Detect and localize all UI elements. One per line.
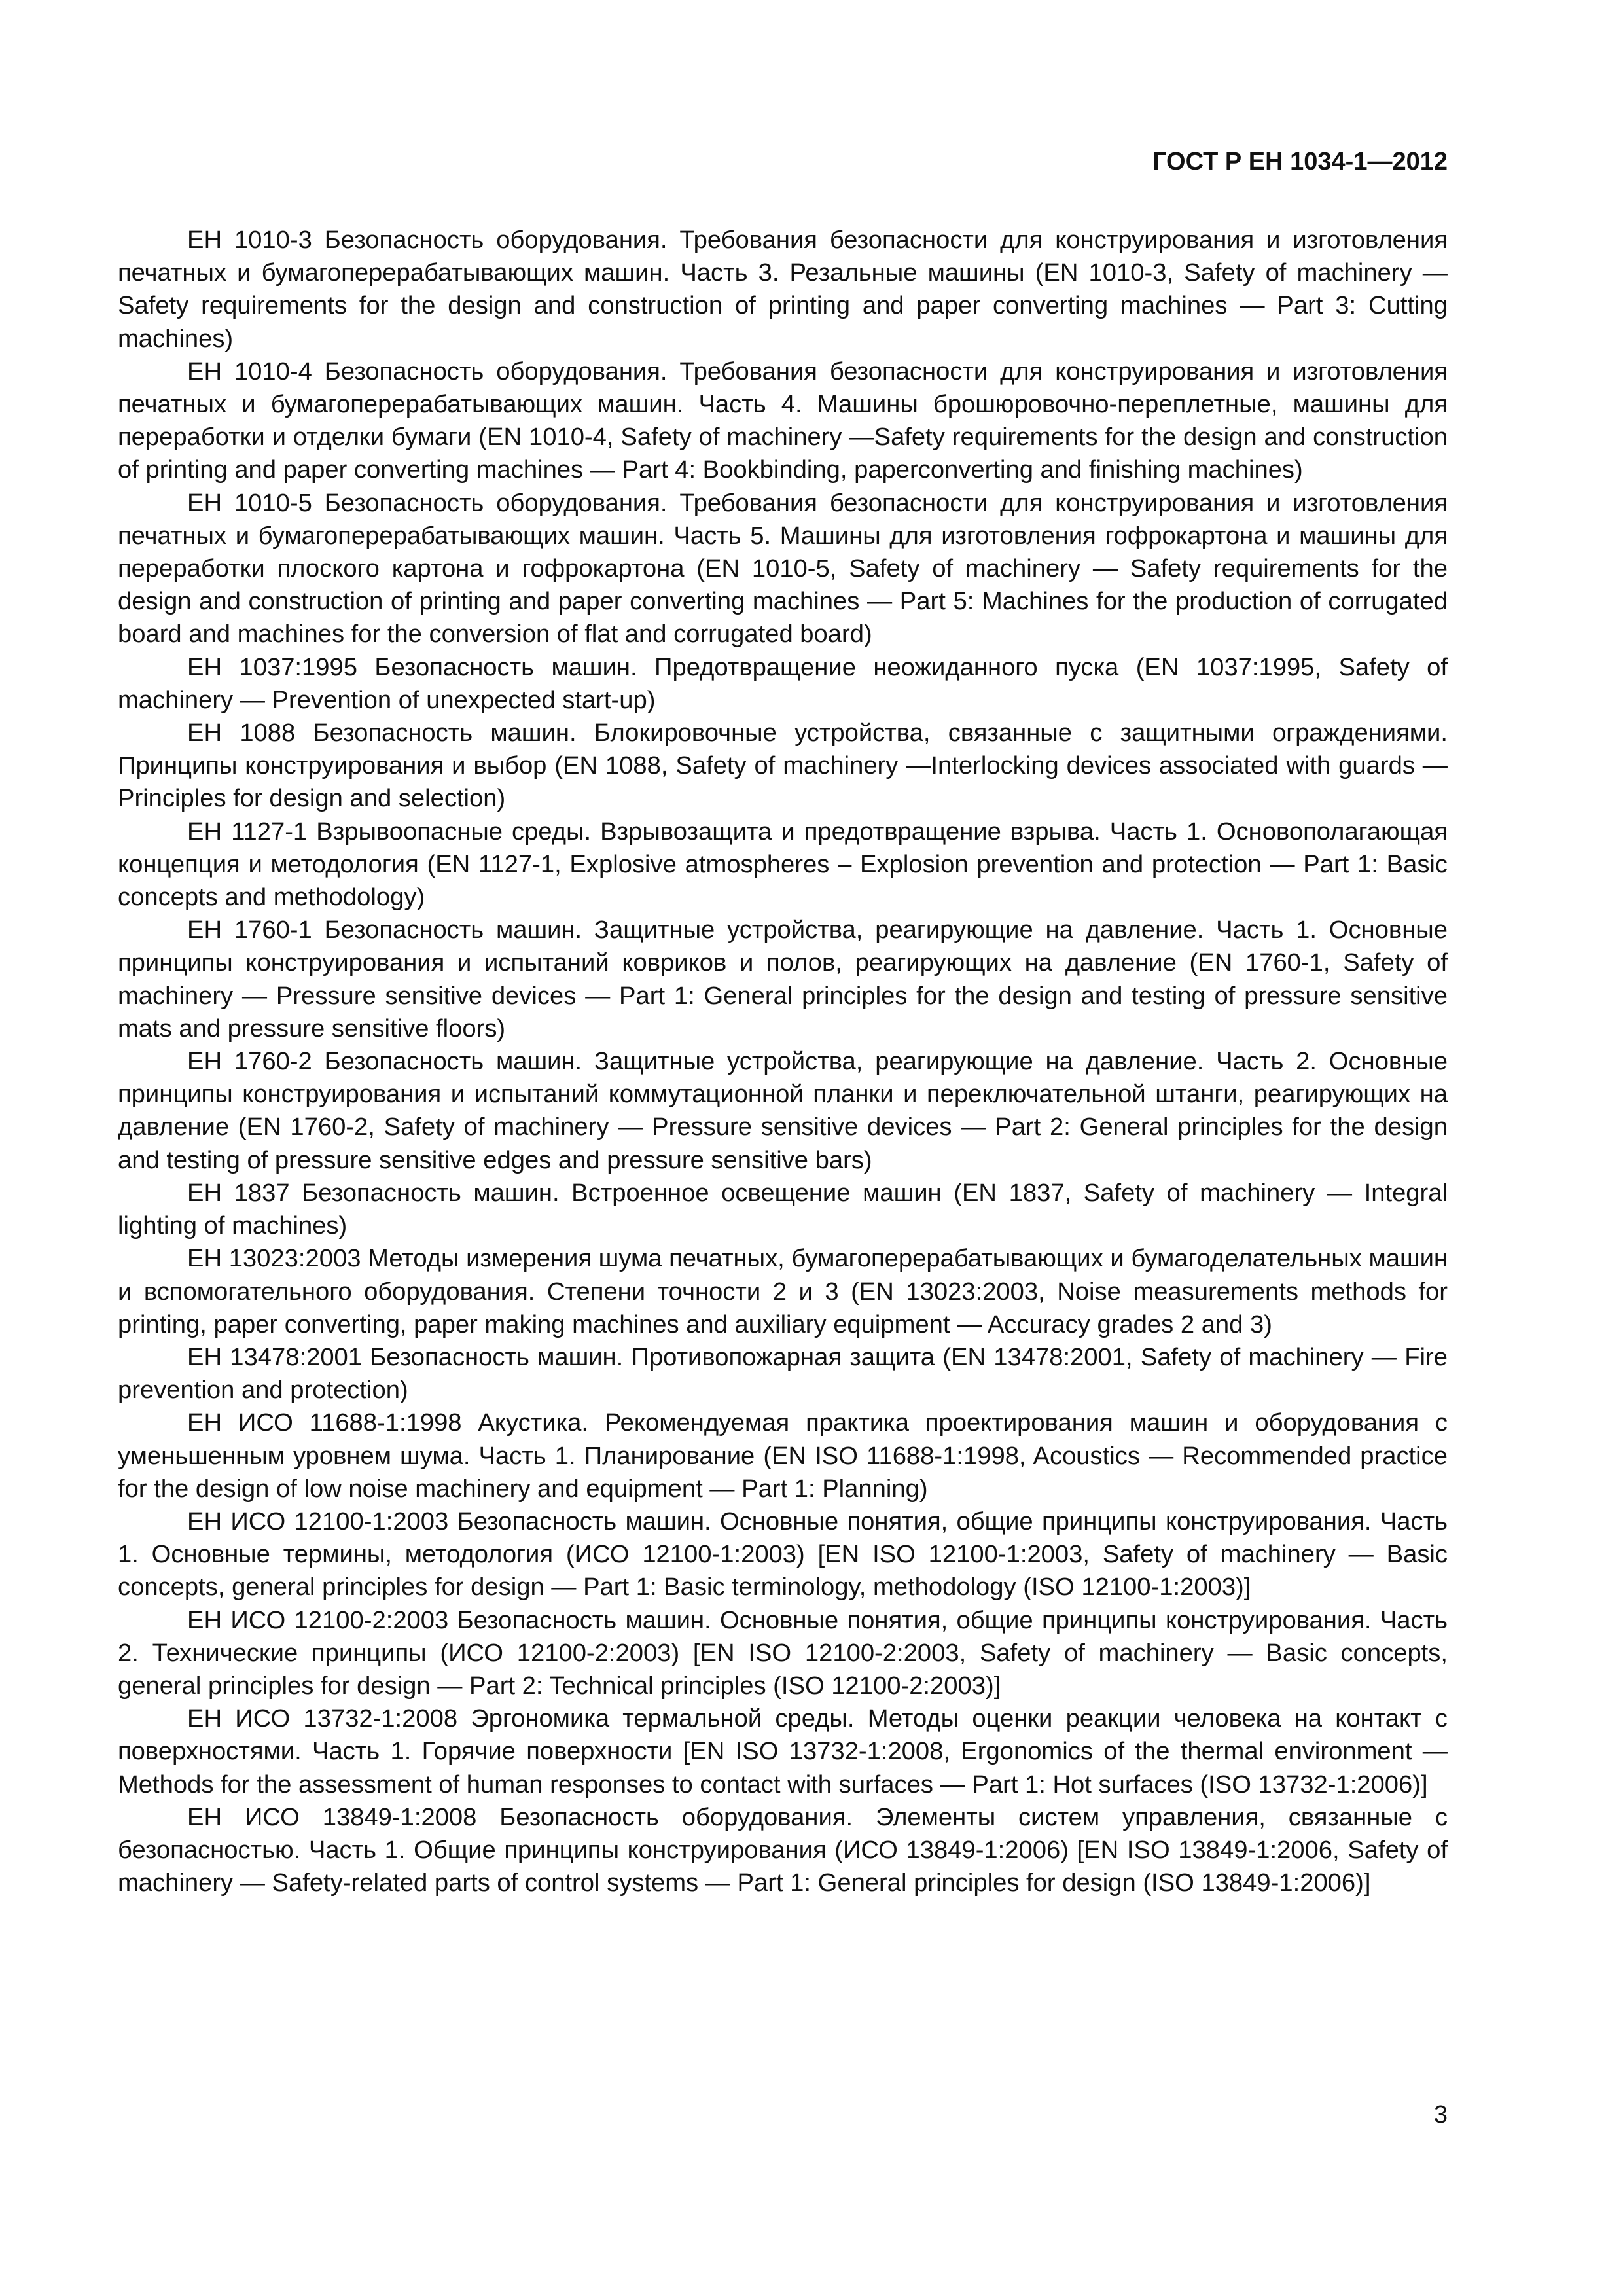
reference-entry: ЕН ИСО 12100-1:2003 Безопасность машин. Основные понятия, общие принципы конструирования. Часть 1. Основные термины, методология (ИСО 12100-1:2003) [EN ISO 12100-1:2003, Safety of machinery — Basic concepts, general principles for design — Part 1: Basic terminology, methodology (ISO 12100-1:2003)]	[118, 1507, 1448, 1602]
reference-entry: ЕН 1760-1 Безопасность машин. Защитные устройства, реагирующие на давление. Часть 1. Основные принципы конструирования и испытаний ковриков и полов, реагирующих на давление (EN 1760-1, Safety of machinery — Pressure sensitive devices — Part 1: General principles for the design and testing of pressure sensitive mats and pressure sensitive floors)	[118, 916, 1448, 1043]
document-code-header: ГОСТ Р ЕН 1034-1—2012	[1152, 148, 1448, 175]
normative-references-list	[118, 224, 1448, 1899]
reference-entry: ЕН 13478:2001 Безопасность машин. Противопожарная защита (EN 13478:2001, Safety of machinery — Fire prevention and protection)	[118, 1342, 1448, 1405]
reference-entry: ЕН 1127-1 Взрывоопасные среды. Взрывозащита и предотвращение взрыва. Часть 1. Основополагающая концепция и методология (EN 1127-1, Explosive atmospheres – Explosion prevention and protection — Part 1: Basic concepts and methodology)	[118, 817, 1448, 912]
reference-entry: ЕН 1760-2 Безопасность машин. Защитные устройства, реагирующие на давление. Часть 2. Основные принципы конструирования и испытаний коммутационной планки и переключательной штанги, реагирующих на давление (EN 1760-2, Safety of machinery — Pressure sensitive devices — Part 2: General principles for the design and testing of pressure sensitive edges and pressure sensitive bars)	[118, 1047, 1448, 1174]
reference-entry: ЕН 1088 Безопасность машин. Блокировочные устройства, связанные с защитными ограждениями. Принципы конструирования и выбор (EN 1088, Safety of machinery —Interlocking devices associated with guards — Principles for design and selection)	[118, 719, 1448, 813]
reference-entry: ЕН ИСО 13849-1:2008 Безопасность оборудования. Элементы систем управления, связанные с безопасностью. Часть 1. Общие принципы конструирования (ИСО 13849-1:2006) [EN ISO 13849-1:2006, Safety of machinery — Safety-related parts of control systems — Part 1: General principles for design (ISO 13849-1:2006)]	[118, 1803, 1448, 1897]
reference-entry: ЕН 1010-3 Безопасность оборудования. Требования безопасности для конструирования и изготовления печатных и бумагоперерабатывающих машин. Часть 3. Резальные машины (EN 1010-3, Safety of machinery — Safety requirements for the design and construction of printing and paper converting machines — Part 3: Cutting machines)	[118, 226, 1448, 353]
reference-entry: ЕН ИСО 11688-1:1998 Акустика. Рекомендуемая практика проектирования машин и оборудования с уменьшенным уровнем шума. Часть 1. Планирование (EN ISO 11688-1:1998, Acoustics — Recommended practice for the design of low noise machinery and equipment — Part 1: Planning)	[118, 1408, 1448, 1503]
reference-entry: ЕН 1037:1995 Безопасность машин. Предотвращение неожиданного пуска (EN 1037:1995, Safety of machinery — Prevention of unexpected start-up)	[118, 653, 1448, 714]
reference-entry: ЕН 1837 Безопасность машин. Встроенное освещение машин (EN 1837, Safety of machinery — Integral lighting of machines)	[118, 1178, 1448, 1240]
reference-entry: ЕН 1010-5 Безопасность оборудования. Требования безопасности для конструирования и изготовления печатных и бумагоперерабатывающих машин. Часть 5. Машины для изготовления гофрокартона и машины для переработки плоского картона и гофрокартона (EN 1010-5, Safety of machinery — Safety requirements for the design and construction of printing and paper converting machines — Part 5: Machines for the production of corrugated board and machines for the conversion of flat and corrugated board)	[118, 488, 1448, 649]
reference-entry: ЕН ИСО 12100-2:2003 Безопасность машин. Основные понятия, общие принципы конструирования. Часть 2. Технические принципы (ИСО 12100-2:2003) [EN ISO 12100-2:2003, Safety of machinery — Basic concepts, general principles for design — Part 2: Technical principles (ISO 12100-2:2003)]	[118, 1605, 1448, 1700]
reference-entry: ЕН 1010-4 Безопасность оборудования. Требования безопасности для конструирования и изготовления печатных и бумагоперерабатывающих машин. Часть 4. Машины брошюровочно-переплетные, машины для переработки и отделки бумаги (EN 1010-4, Safety of machinery —Safety requirements for the design and construction of printing and paper converting machines — Part 4: Bookbinding, paperconverting and finishing machines)	[118, 357, 1448, 484]
reference-entry: ЕН 13023:2003 Методы измерения шума печатных, бумагоперерабатывающих и бумагоделательных машин и вспомогательного оборудования. Степени точности 2 и 3 (EN 13023:2003, Noise measurements methods for printing, paper converting, paper making machines and auxiliary equipment — Accuracy grades 2 and 3)	[118, 1244, 1448, 1338]
page-number: 3	[1433, 2101, 1448, 2128]
reference-entry: ЕН ИСО 13732-1:2008 Эргономика термальной среды. Методы оценки реакции человека на контакт с поверхностями. Часть 1. Горячие поверхности [EN ISO 13732-1:2008, Ergonomics of the thermal environment — Methods for the assessment of human responses to contact with surfaces — Part 1: Hot surfaces (ISO 13732-1:2006)]	[118, 1704, 1448, 1799]
